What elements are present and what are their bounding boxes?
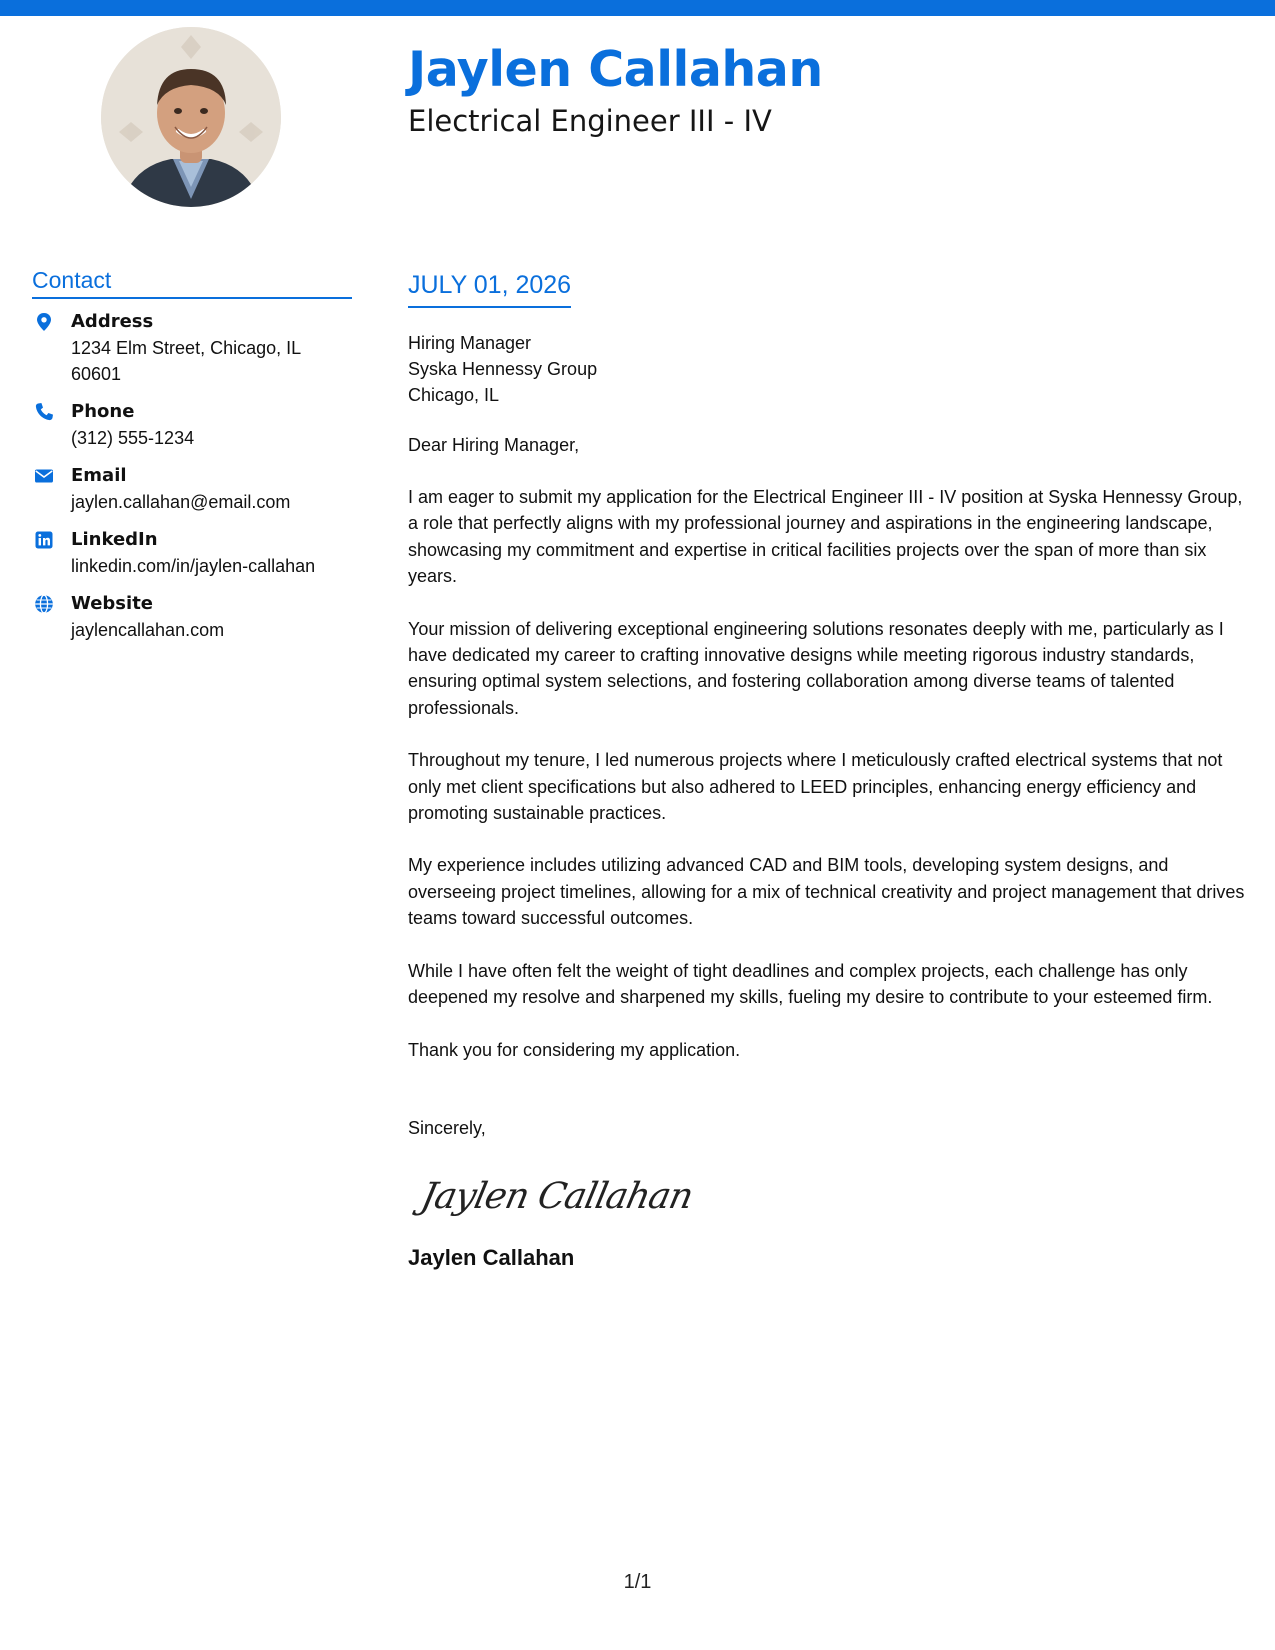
contact-list bbox=[32, 309, 352, 643]
signature: Jaylen Callahan bbox=[417, 1175, 697, 1217]
email-link[interactable]: jaylen.callahan@email.com bbox=[71, 492, 291, 512]
contact-label: Email bbox=[71, 465, 127, 486]
contact-label: LinkedIn bbox=[71, 529, 158, 550]
address-value: 1234 Elm Street, Chicago, IL 60601 bbox=[71, 338, 301, 384]
recipient-line: Chicago, IL bbox=[408, 385, 500, 405]
profile-photo bbox=[101, 27, 281, 207]
phone-value: (312) 555-1234 bbox=[71, 428, 195, 448]
website-link[interactable]: jaylencallahan.com bbox=[71, 620, 225, 640]
linkedin-link[interactable]: linkedin.com/in/jaylen-callahan bbox=[71, 556, 316, 576]
contact-label: Website bbox=[71, 593, 154, 614]
globe-icon bbox=[34, 594, 54, 614]
body-paragraph: Your mission of delivering exceptional engineering solutions resonates deeply with me, particularly as I have dedicated my career to crafting innovative designs while meeting rigorous industry standards, ensuring optimal system selections, and fostering collaboration among diverse teams of talented professionals. bbox=[408, 618, 1224, 718]
top-accent-bar bbox=[0, 0, 1275, 16]
contact-sidebar bbox=[32, 265, 352, 655]
job-title: Electrical Engineer III - IV bbox=[408, 104, 772, 138]
letter-date: JULY 01, 2026 bbox=[408, 268, 571, 308]
body-paragraph: My experience includes utilizing advanced CAD and BIM tools, developing system designs, and overseeing project timelines, allowing for a mix of technical creativity and project management that drives teams toward successful outcomes. bbox=[408, 855, 1245, 929]
map-pin-icon bbox=[34, 312, 54, 332]
contact-heading: Contact bbox=[32, 265, 352, 299]
recipient-line: Hiring Manager bbox=[408, 333, 532, 353]
page-number: 1/1 bbox=[623, 1571, 652, 1593]
phone-icon bbox=[34, 402, 54, 422]
contact-item-phone bbox=[32, 399, 352, 451]
envelope-icon bbox=[34, 466, 54, 486]
avatar bbox=[101, 27, 281, 207]
contact-item-address bbox=[32, 309, 352, 387]
body-paragraph: Thank you for considering my application. bbox=[408, 1039, 741, 1060]
contact-label: Phone bbox=[71, 401, 135, 422]
contact-item-linkedin bbox=[32, 527, 352, 579]
contact-item-email bbox=[32, 463, 352, 515]
contact-item-website bbox=[32, 591, 352, 643]
body-paragraph: Throughout my tenure, I led numerous projects where I meticulously crafted electrical systems that not only met client specifications but also adhered to LEED principles, enhancing energy efficiency and promoting sustainable practices. bbox=[408, 750, 1223, 824]
body-paragraph: I am eager to submit my application for the Electrical Engineer III - IV position at Syska Hennessy Group, a role that perfectly aligns with my professional journey and aspirations in the engineering landscape, showcasing my commitment and expertise in critical facilities projects over the span of more than six years. bbox=[408, 487, 1243, 587]
contact-label: Address bbox=[71, 311, 154, 332]
recipient-line: Syska Hennessy Group bbox=[408, 359, 598, 379]
candidate-name: Jaylen Callahan bbox=[408, 41, 823, 98]
closing: Sincerely, bbox=[408, 1117, 486, 1138]
greeting: Dear Hiring Manager, bbox=[408, 435, 580, 455]
linkedin-icon bbox=[34, 530, 54, 550]
signed-name: Jaylen Callahan bbox=[408, 1244, 575, 1270]
recipient-block bbox=[408, 330, 1253, 408]
letter-body bbox=[408, 268, 1253, 1273]
body-paragraph: While I have often felt the weight of tight deadlines and complex projects, each challenge has only deepened my resolve and sharpened my skills, fueling my desire to contribute to your esteemed firm. bbox=[408, 960, 1213, 1008]
